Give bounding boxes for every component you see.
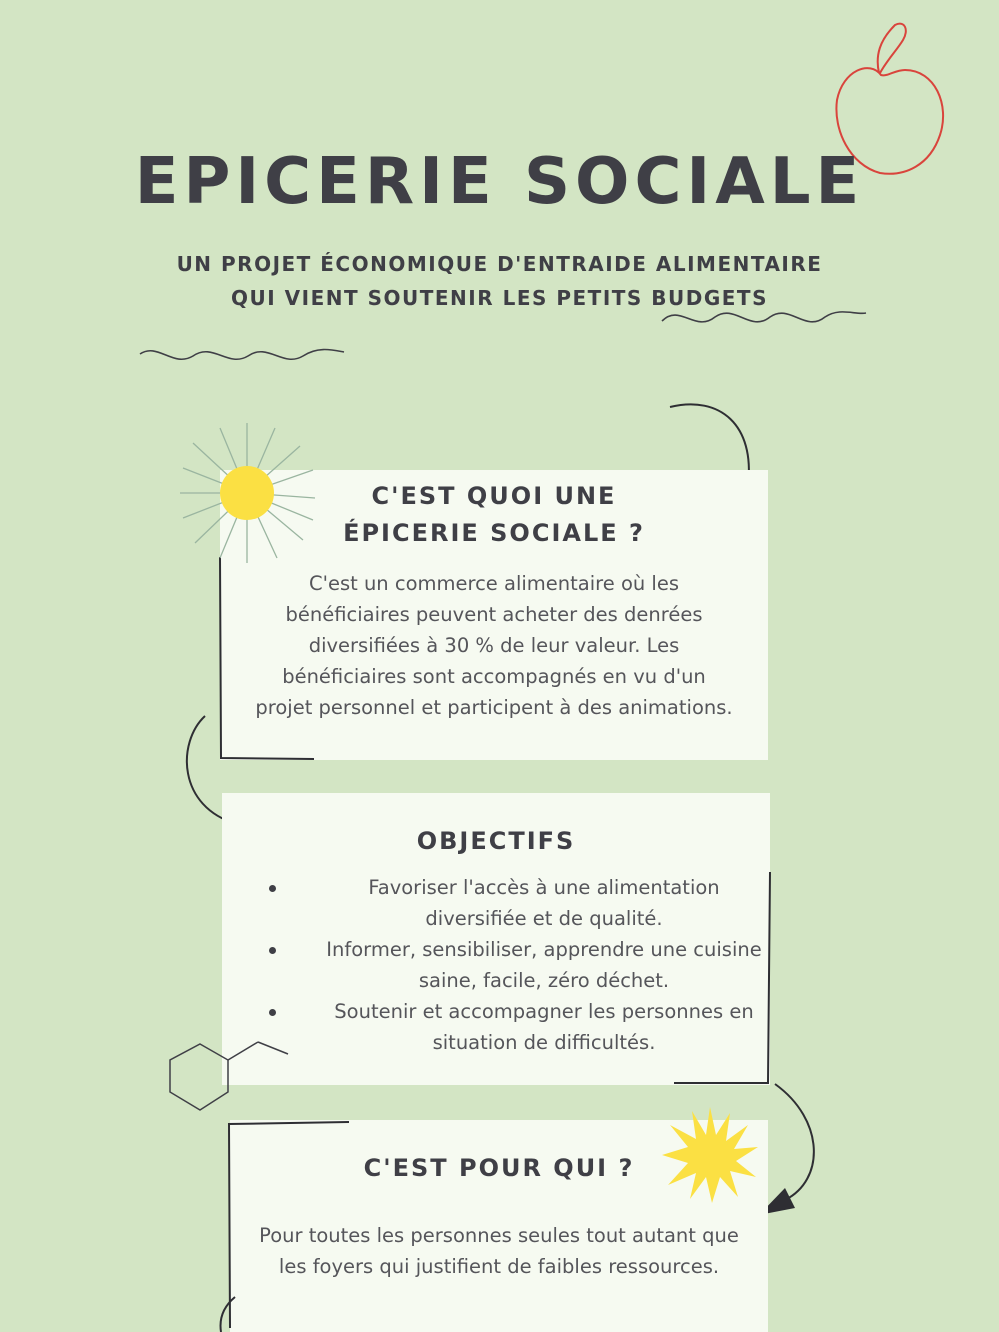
card-who-line: Pour toutes les personnes seules tout autant que bbox=[259, 1224, 739, 1247]
page-title: EPICERIE SOCIALE bbox=[134, 145, 865, 219]
list-item-line: diversifiée et de qualité. bbox=[425, 907, 663, 930]
sun-rays-icon bbox=[175, 418, 325, 568]
card-who-line: les foyers qui justifient de faibles ressources. bbox=[278, 1255, 720, 1278]
card-what-is-line: C'est un commerce alimentaire où les bbox=[308, 572, 680, 595]
card-what-is-line: diversifiées à 30 % de leur valeur. Les bbox=[308, 634, 680, 657]
card-what-is-title-line-2: ÉPICERIE SOCIALE ? bbox=[343, 519, 645, 547]
bullet-icon bbox=[269, 885, 276, 892]
hexagon-molecule-icon bbox=[160, 1030, 300, 1120]
list-item-line: Informer, sensibiliser, apprendre une cuisine bbox=[326, 938, 762, 961]
card-what-is-title-line-1: C'EST QUOI UNE bbox=[371, 482, 617, 510]
curved-arrow-icon bbox=[205, 1295, 245, 1332]
card-who-title: C'EST POUR QUI ? bbox=[363, 1154, 635, 1182]
card-border-line bbox=[668, 868, 778, 1090]
bullet-icon bbox=[269, 1009, 276, 1016]
list-item-line: situation de difficultés. bbox=[432, 1031, 656, 1054]
subtitle-line-2: QUI VIENT SOUTENIR LES PETITS BUDGETS bbox=[231, 286, 768, 310]
sun-star-icon bbox=[660, 1105, 760, 1205]
squiggle-line-icon bbox=[138, 340, 348, 370]
bullet-icon bbox=[269, 947, 276, 954]
card-what-is-line: bénéficiaires peuvent acheter des denrées bbox=[285, 603, 703, 626]
card-objectives-title: OBJECTIFS bbox=[416, 827, 576, 855]
list-item-line: Soutenir et accompagner les personnes en bbox=[334, 1000, 754, 1023]
squiggle-line-icon bbox=[660, 303, 870, 333]
card-what-is-line: projet personnel et participent à des animations. bbox=[255, 696, 733, 719]
list-item-line: Favoriser l'accès à une alimentation bbox=[368, 876, 720, 899]
subtitle-line-1: UN PROJET ÉCONOMIQUE D'ENTRAIDE ALIMENTAIRE bbox=[176, 252, 823, 276]
card-what-is-line: bénéficiaires sont accompagnés en vu d'un bbox=[282, 665, 706, 688]
list-item-line: saine, facile, zéro déchet. bbox=[418, 969, 670, 992]
